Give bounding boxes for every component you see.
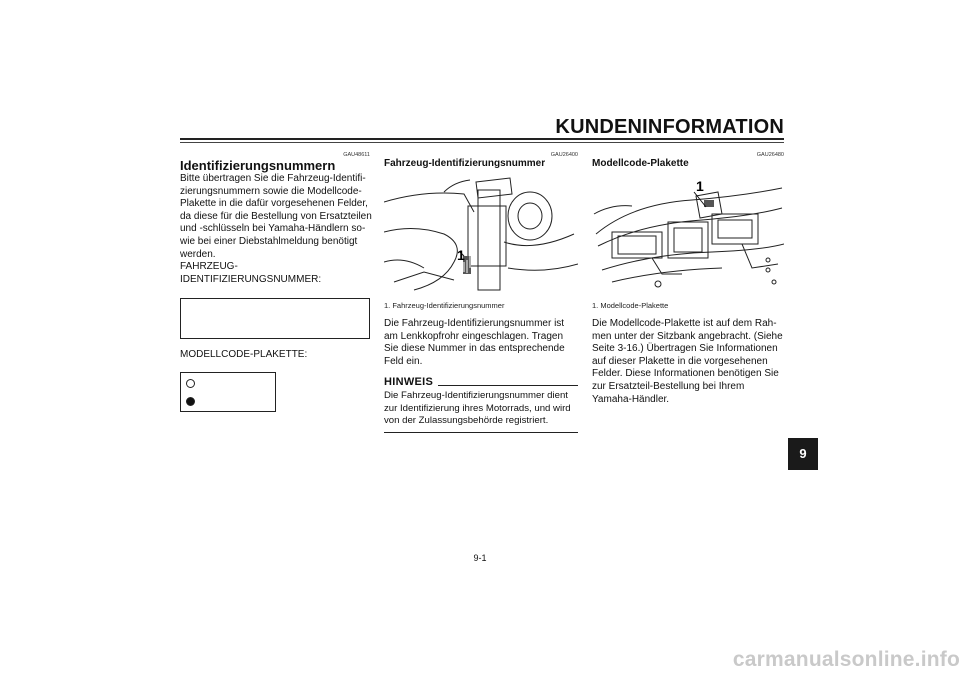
section-code: GAU26480 (756, 152, 784, 158)
intro-paragraph (180, 173, 375, 286)
note-title: HINWEIS (384, 376, 434, 388)
note-end-rule (384, 432, 578, 433)
text-line: Die Modellcode-Plakette ist auf dem Rah- (592, 318, 777, 329)
text-line: Sie diese Nummer in das entsprechende (384, 343, 565, 355)
vin-entry-box (180, 298, 370, 339)
text-line: Feld ein. (384, 355, 423, 367)
figure-caption: 1. Modellcode-Plakette (592, 301, 669, 310)
circle-filled-icon (186, 397, 195, 406)
section-code: GAU26400 (550, 152, 578, 158)
section-code: GAU48611 (343, 152, 370, 158)
text-line: Die Fahrzeug-Identifizierungsnummer ist (384, 318, 565, 329)
header-rule-thin (180, 142, 784, 143)
text-line: IDENTIFIZIERUNGSNUMMER: (180, 273, 322, 285)
under-seat-drawing (592, 174, 784, 296)
callout-number: 1 (457, 247, 465, 263)
model-code-label: MODELLCODE-PLAKETTE: (180, 349, 308, 360)
text-line: auf dieser Plakette in die vorgesehenen (592, 355, 768, 367)
text-line: Plakette in die dafür vorgesehenen Felder, (180, 198, 368, 210)
text-line: FAHRZEUG- (180, 261, 238, 273)
page-title: KUNDENINFORMATION (555, 116, 784, 138)
section-heading: Identifizierungsnummern (180, 158, 336, 173)
page-number: 9-1 (473, 553, 487, 563)
model-code-plate-box (180, 372, 276, 412)
steering-head-illustration (384, 172, 578, 296)
header-rule (180, 138, 784, 140)
callout-number: 1 (696, 178, 704, 194)
text-line: Felder. Diese Informationen benötigen Sie (592, 368, 779, 380)
text-line: von der Zulassungsbehörde registriert. (384, 415, 549, 427)
note-paragraph (384, 390, 580, 428)
note-title-rule (438, 385, 578, 386)
text-line: wie bei einer Diebstahlmeldung benötigt (180, 235, 358, 247)
text-line: Yamaha-Händler. (592, 393, 670, 405)
chapter-tab: 9 (788, 438, 818, 470)
steering-head-drawing (384, 172, 578, 296)
text-line: Die Fahrzeug-Identifizierungsnummer dient (384, 390, 568, 401)
figure-caption: 1. Fahrzeug-Identifizierungsnummer (384, 301, 505, 310)
model-plate-illustration (592, 174, 784, 296)
watermark: carmanualsonline.info (732, 648, 960, 671)
vin-paragraph (384, 318, 580, 368)
section-heading: Modellcode-Plakette (592, 158, 689, 169)
text-line: da diese für die Bestellung von Ersatzteilen (180, 210, 372, 222)
text-line: zierungsnummern sowie die Modellcode- (180, 185, 362, 197)
section-heading: Fahrzeug-Identifizierungsnummer (384, 158, 546, 169)
model-plate-paragraph (592, 318, 786, 406)
text-line: zur Ersatzteil-Bestellung bei Ihrem (592, 380, 745, 392)
text-line: zur Identifizierung ihres Motorrads, und wird (384, 402, 571, 414)
text-line: Bitte übertragen Sie die Fahrzeug-Identifi- (180, 173, 366, 184)
circle-outline-icon (186, 379, 195, 388)
text-line: am Lenkkopfrohr eingeschlagen. Tragen (384, 330, 564, 342)
text-line: men unter der Sitzbank angebracht. (Siehe (592, 330, 783, 342)
text-line: werden. (180, 248, 216, 260)
text-line: Seite 3-16.) Übertragen Sie Informationen (592, 343, 778, 355)
text-line: und -schlüsseln bei Yamaha-Händlern so- (180, 223, 366, 235)
